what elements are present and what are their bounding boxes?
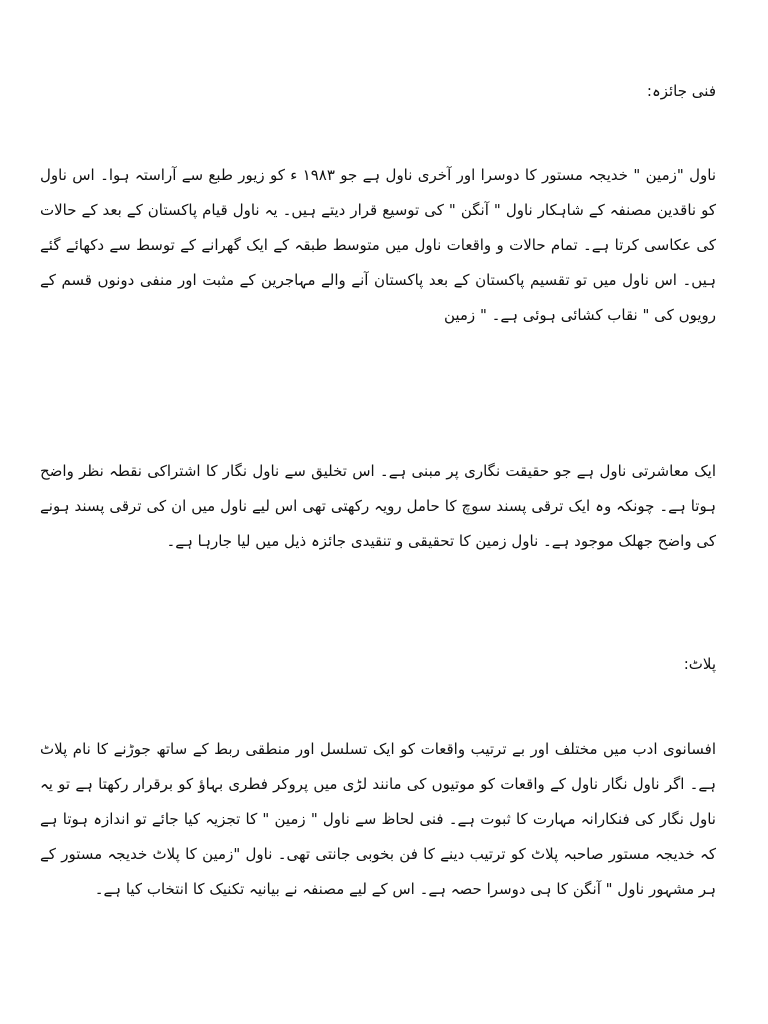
paragraph-introduction: ناول "زمین " خدیجہ مستور کا دوسرا اور آخری ناول ہے جو ۱۹۸۳ ء کو زیور طبع سے آراستہ ہوا۔ اس ناول کو ناقدین مصنفہ کے شاہکار ناول " آنگن " کی توسیع قرار دیتے ہیں۔ یہ ناول قیام پاکستان کے بعد کے حالات کی عکاسی کرتا ہے۔ تمام حالات و واقعات ناول میں متوسط طبقہ کے ایک گھرانے کے توسط سے دکھائے گئے ہیں۔ اس ناول میں تو تقسیم پاکستان کے بعد پاکستان آنے والے مہاجرین کے مثبت اور منفی دونوں قسم کے رویوں کی " نقاب کشائی ہوئی ہے۔ " زمین bbox=[40, 166, 716, 324]
paragraph-plot: افسانوی ادب میں مختلف اور بے ترتیب واقعات کو ایک تسلسل اور منطقی ربط کے ساتھ جوڑنے کا نام پلاٹ ہے۔ اگر ناول نگار ناول کے واقعات کو موتیوں کی مانند لڑی میں پروکر فطری بہاؤ کو برقرار رکھتا ہے تو یہ ناول نگار کی فنکارانہ مہارت کا ثبوت ہے۔ فنی لحاظ سے ناول " زمین " کا تجزیہ کیا جائے تو اندازہ ہوتا ہے کہ خدیجہ مستور صاحبہ پلاٹ کو ترتیب دینے کا فن بخوبی جانتی تھی۔ ناول "زمین کا پلاٹ خدیجہ مستور کے ہر مشہور ناول " آنگن کا ہی دوسرا حصہ ہے۔ اس کے لیے مصنفہ نے بیانیہ تکنیک کا انتخاب کیا ہے۔ bbox=[40, 740, 716, 898]
paragraph-social-novel: ایک معاشرتی ناول ہے جو حقیقت نگاری پر مبنی ہے۔ اس تخلیق سے ناول نگار کا اشتراکی نقطہ نظر واضح ہوتا ہے۔ چونکہ وہ ایک ترقی پسند سوچ کا حامل رویہ رکھتی تھی اس لیے ناول میں ان کی ترقی پسند ہونے کی واضح جھلک موجود ہے۔ ناول زمین کا تحقیقی و تنقیدی جائزہ ذیل میں لیا جارہا ہے۔ bbox=[40, 462, 716, 550]
heading-plot: پلاٹ: bbox=[683, 655, 716, 673]
heading-technical-review: فنی جائزہ: bbox=[646, 82, 716, 100]
